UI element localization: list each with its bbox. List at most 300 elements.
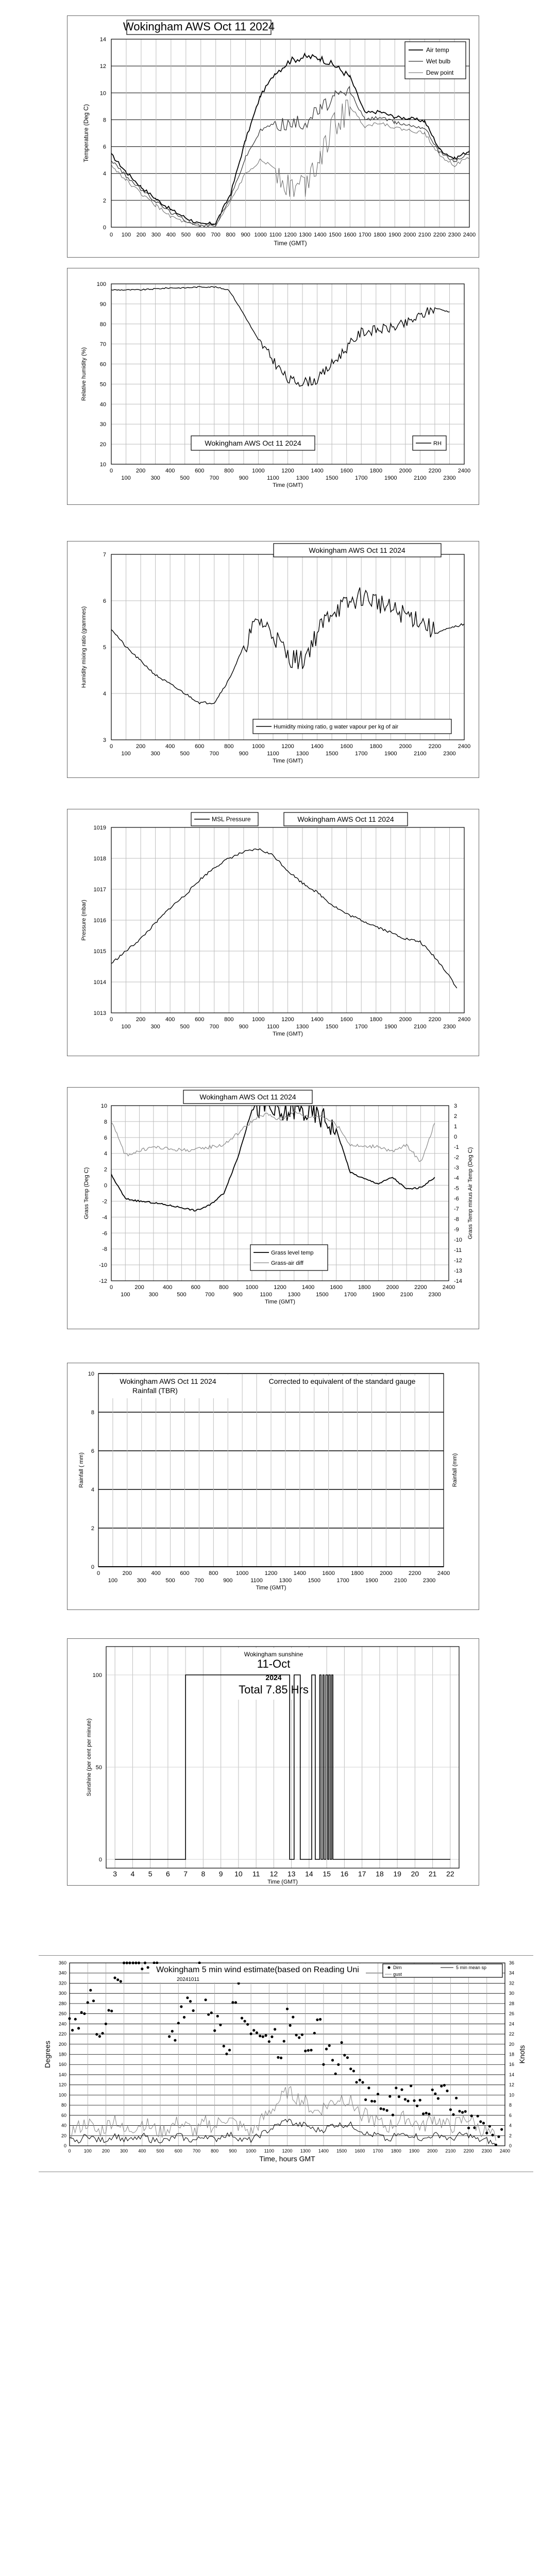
legend-label: Dirn bbox=[393, 1965, 402, 1970]
direction-point bbox=[343, 2054, 346, 2057]
y-tick-label-right: 4 bbox=[509, 2123, 512, 2128]
y-tick-label-right: -5 bbox=[454, 1185, 459, 1192]
y-tick-label-left: 200 bbox=[58, 2041, 66, 2047]
y-tick-label-right: 14 bbox=[509, 2072, 515, 2077]
x-axis-label: Time (GMT) bbox=[265, 1299, 295, 1305]
direction-point bbox=[298, 2036, 300, 2039]
direction-point bbox=[355, 2081, 358, 2083]
direction-point bbox=[295, 2033, 298, 2036]
direction-point bbox=[337, 2063, 340, 2066]
x-tick-label: 2200 bbox=[428, 743, 442, 750]
direction-point bbox=[246, 2023, 249, 2026]
y-axis-label-left: Degrees bbox=[43, 2041, 52, 2068]
direction-point bbox=[341, 2041, 343, 2044]
direction-point bbox=[252, 2029, 255, 2031]
y-tick-label-right: 0 bbox=[454, 1134, 458, 1140]
direction-point bbox=[455, 2097, 458, 2099]
x-tick-label: 1300 bbox=[296, 475, 309, 481]
direction-point bbox=[492, 2134, 494, 2137]
y-tick-label-right: 10 bbox=[509, 2092, 515, 2098]
x-tick-label: 1400 bbox=[301, 1284, 315, 1291]
x-tick-label: 800 bbox=[219, 1284, 229, 1291]
x-tick-label: 700 bbox=[209, 475, 219, 481]
wind-top-rule bbox=[39, 1955, 533, 1956]
y-tick-label-right: -9 bbox=[454, 1227, 459, 1233]
x-tick-label: 400 bbox=[165, 1016, 175, 1023]
x-tick-label: 1000 bbox=[252, 743, 265, 750]
direction-point bbox=[68, 2017, 71, 2020]
x-tick-label: 1600 bbox=[340, 743, 353, 750]
pressure-chart bbox=[67, 809, 479, 1056]
x-tick-label: 8 bbox=[201, 1870, 206, 1878]
x-tick-label: 400 bbox=[165, 743, 175, 750]
direction-point bbox=[446, 2090, 448, 2092]
x-tick-label: 1700 bbox=[354, 475, 368, 481]
x-axis-label: Time (GMT) bbox=[267, 1879, 298, 1885]
direction-point bbox=[144, 1961, 146, 1964]
y-tick-label-right: 16 bbox=[509, 2062, 515, 2067]
direction-point bbox=[128, 1961, 131, 1964]
direction-point bbox=[219, 2024, 222, 2026]
direction-point bbox=[470, 2114, 473, 2117]
x-tick-label: 1400 bbox=[293, 1570, 307, 1577]
x-tick-label: 1900 bbox=[384, 475, 397, 481]
y-tick-label-right: -11 bbox=[454, 1247, 462, 1253]
y-tick-label-right: 2 bbox=[454, 1113, 458, 1120]
x-axis-label: Time (GMT) bbox=[273, 1031, 303, 1037]
chart-title: Wokingham AWS Oct 11 2024 bbox=[309, 546, 405, 554]
x-tick-label: 1200 bbox=[281, 468, 294, 474]
y-tick-label-right: -3 bbox=[454, 1165, 459, 1171]
direction-point bbox=[132, 1961, 134, 1964]
wind-chart bbox=[39, 1958, 533, 2164]
grass-temp-chart-panel bbox=[67, 1087, 479, 1329]
x-tick-label: 1700 bbox=[373, 2148, 383, 2154]
direction-point bbox=[213, 2029, 216, 2032]
x-tick-label: 1500 bbox=[325, 751, 339, 757]
x-tick-label: 900 bbox=[241, 232, 250, 238]
x-tick-label: 800 bbox=[211, 2148, 219, 2154]
x-tick-label: 12 bbox=[269, 1870, 278, 1878]
x-tick-label: 2000 bbox=[380, 1570, 393, 1577]
direction-point bbox=[500, 2128, 503, 2131]
direction-point bbox=[346, 2056, 349, 2059]
x-tick-label: 2000 bbox=[399, 468, 412, 474]
series-line-gust bbox=[70, 2087, 496, 2141]
y-axis-label: Humidity mixing ratio (grammes) bbox=[81, 606, 87, 688]
x-tick-label: 15 bbox=[323, 1870, 331, 1878]
direction-point bbox=[482, 2122, 485, 2124]
direction-point bbox=[280, 2057, 282, 2059]
y-tick-label-left: 240 bbox=[58, 2021, 66, 2027]
x-tick-label: 300 bbox=[137, 1578, 146, 1584]
direction-point bbox=[404, 2098, 407, 2100]
legend-label: Grass level temp bbox=[271, 1250, 314, 1256]
x-tick-label: 2300 bbox=[481, 2148, 492, 2154]
direction-point bbox=[120, 1980, 122, 1982]
direction-point bbox=[80, 2011, 83, 2014]
x-tick-label: 1600 bbox=[330, 1284, 343, 1291]
x-tick-label: 200 bbox=[102, 2148, 110, 2154]
direction-point bbox=[180, 2005, 182, 2008]
sunshine-chart bbox=[67, 1639, 479, 1885]
x-tick-label: 1800 bbox=[374, 232, 386, 238]
y-tick-label-right: 12 bbox=[509, 2082, 515, 2088]
x-tick-label: 2100 bbox=[445, 2148, 456, 2154]
x-tick-label: 1600 bbox=[344, 232, 357, 238]
y-tick-label: 0 bbox=[98, 1857, 102, 1863]
x-tick-label: 1000 bbox=[245, 1284, 259, 1291]
y-tick-label-left: -4 bbox=[102, 1214, 107, 1221]
direction-point bbox=[334, 2073, 337, 2075]
y-tick-label: 2 bbox=[91, 1526, 94, 1532]
x-tick-label: 1200 bbox=[284, 232, 297, 238]
direction-point bbox=[270, 2036, 273, 2038]
direction-point bbox=[400, 2088, 403, 2091]
y-tick-label: 50 bbox=[99, 381, 106, 388]
x-tick-label: 200 bbox=[136, 232, 146, 238]
x-tick-label: 2400 bbox=[437, 1570, 450, 1577]
x-tick-label: 900 bbox=[223, 1578, 233, 1584]
y-tick-label-right: 22 bbox=[509, 2031, 515, 2037]
y-tick-label: 1019 bbox=[93, 825, 106, 831]
direction-point bbox=[458, 2110, 461, 2112]
x-tick-label: 1800 bbox=[358, 1284, 371, 1291]
direction-point bbox=[223, 2045, 225, 2047]
direction-point bbox=[473, 2126, 476, 2129]
direction-point bbox=[352, 2070, 355, 2072]
direction-point bbox=[313, 2032, 316, 2035]
y-tick-label-left: 260 bbox=[58, 2011, 66, 2016]
y-tick-label-right: 2 bbox=[509, 2133, 512, 2139]
direction-point bbox=[177, 2022, 180, 2024]
direction-point bbox=[410, 2084, 412, 2087]
direction-point bbox=[74, 2018, 77, 2021]
direction-point bbox=[241, 2017, 243, 2020]
chart-date: 11-Oct bbox=[257, 1657, 291, 1670]
x-tick-label: 200 bbox=[136, 743, 146, 750]
direction-point bbox=[380, 2107, 382, 2110]
x-tick-label: 21 bbox=[428, 1870, 437, 1878]
y-axis-label-right: Knots bbox=[518, 2045, 526, 2064]
direction-point bbox=[171, 2030, 174, 2032]
x-tick-label: 700 bbox=[205, 1292, 215, 1298]
legend-label: gust bbox=[393, 1972, 402, 1977]
direction-point bbox=[449, 2108, 452, 2111]
direction-point bbox=[262, 2036, 264, 2038]
direction-point bbox=[250, 2032, 252, 2035]
x-tick-label: 2200 bbox=[414, 1284, 427, 1291]
x-tick-label: 1700 bbox=[359, 232, 371, 238]
direction-point bbox=[359, 2079, 361, 2081]
y-tick-label: 1014 bbox=[93, 979, 106, 986]
x-tick-label: 300 bbox=[150, 475, 160, 481]
y-tick-label: 1013 bbox=[93, 1010, 106, 1016]
y-axis-label-left: Grass Temp (Deg C) bbox=[83, 1167, 90, 1219]
direction-point bbox=[153, 1961, 156, 1964]
y-tick-label-right: 30 bbox=[509, 1991, 515, 1996]
direction-point bbox=[437, 2097, 439, 2100]
x-tick-label: 2100 bbox=[400, 1292, 413, 1298]
y-tick-label: 4 bbox=[103, 691, 106, 697]
y-tick-label-left: 120 bbox=[58, 2082, 66, 2088]
direction-point bbox=[277, 2056, 279, 2059]
y-axis-label: Pressure (mbar) bbox=[81, 900, 87, 941]
x-tick-label: 5 bbox=[148, 1870, 153, 1878]
direction-point bbox=[198, 1961, 201, 1964]
humidity-chart bbox=[67, 268, 479, 504]
direction-point bbox=[244, 2020, 246, 2023]
x-tick-label: 700 bbox=[192, 2148, 200, 2154]
x-tick-label: 0 bbox=[109, 1284, 113, 1291]
x-tick-label: 1500 bbox=[325, 475, 339, 481]
y-tick-label-left: -10 bbox=[99, 1262, 107, 1269]
direction-point bbox=[108, 2009, 110, 2011]
direction-point bbox=[370, 2100, 373, 2103]
pressure-chart-panel bbox=[67, 809, 479, 1056]
x-tick-label: 1500 bbox=[316, 1292, 329, 1298]
y-tick-label-left: 300 bbox=[58, 1991, 66, 1996]
x-tick-label: 1300 bbox=[279, 1578, 292, 1584]
direction-point bbox=[138, 1961, 140, 1964]
x-tick-label: 2000 bbox=[403, 232, 416, 238]
y-tick-label: 3 bbox=[103, 737, 106, 743]
y-tick-label-right: 24 bbox=[509, 2021, 515, 2027]
x-tick-label: 1900 bbox=[409, 2148, 419, 2154]
x-tick-label: 400 bbox=[162, 1284, 173, 1291]
x-axis-label: Time (GMT) bbox=[274, 240, 307, 247]
y-tick-label-right: 6 bbox=[509, 2112, 512, 2118]
x-tick-label: 1100 bbox=[250, 1578, 263, 1584]
y-tick-label-right: 1 bbox=[454, 1124, 458, 1130]
x-tick-label: 600 bbox=[195, 468, 205, 474]
y-axis-label: Sunshine (per cent per minute) bbox=[86, 1718, 92, 1797]
x-tick-label: 900 bbox=[239, 1024, 249, 1030]
direction-point bbox=[274, 2028, 276, 2030]
x-tick-label: 1000 bbox=[252, 1016, 265, 1023]
x-tick-label: 2200 bbox=[428, 468, 442, 474]
chart-subtitle: Rainfall (TBR) bbox=[132, 1386, 178, 1395]
y-tick-label-left: 4 bbox=[104, 1150, 107, 1157]
direction-point bbox=[407, 2099, 409, 2102]
x-tick-label: 900 bbox=[229, 2148, 237, 2154]
x-tick-label: 1900 bbox=[372, 1292, 385, 1298]
legend-label: Humidity mixing ratio, g water vapour per kg of air bbox=[274, 724, 399, 730]
x-tick-label: 1400 bbox=[311, 1016, 324, 1023]
y-tick-label: 0 bbox=[91, 1564, 94, 1570]
y-tick-label: 14 bbox=[99, 37, 106, 43]
y-tick-label: 7 bbox=[103, 552, 106, 558]
direction-point bbox=[292, 2016, 294, 2019]
direction-point bbox=[374, 2100, 376, 2103]
y-tick-label: 70 bbox=[99, 341, 106, 348]
direction-point bbox=[228, 2049, 231, 2052]
direction-point bbox=[361, 2081, 364, 2083]
direction-point bbox=[479, 2121, 482, 2123]
y-tick-label: 8 bbox=[91, 1410, 94, 1416]
direction-point bbox=[428, 2113, 430, 2115]
x-tick-label: 16 bbox=[340, 1870, 349, 1878]
direction-point bbox=[416, 2105, 418, 2107]
x-tick-label: 500 bbox=[180, 751, 190, 757]
x-tick-label: 2200 bbox=[433, 232, 446, 238]
x-tick-label: 100 bbox=[108, 1578, 118, 1584]
y-tick-label: 1017 bbox=[93, 887, 106, 893]
x-tick-label: 1700 bbox=[336, 1578, 349, 1584]
x-tick-label: 3 bbox=[113, 1870, 117, 1878]
y-tick-label-left: 20 bbox=[61, 2133, 66, 2139]
y-tick-label: 4 bbox=[91, 1487, 94, 1493]
direction-point bbox=[488, 2125, 491, 2128]
x-tick-label: 600 bbox=[174, 2148, 182, 2154]
x-tick-label: 2100 bbox=[418, 232, 431, 238]
x-tick-label: 1400 bbox=[314, 232, 327, 238]
sunshine-chart-panel bbox=[67, 1638, 479, 1886]
direction-point bbox=[286, 2008, 289, 2010]
chart-title: Wokingham 5 min wind estimate(based on Reading Uni bbox=[156, 1965, 359, 1974]
x-tick-label: 1400 bbox=[311, 468, 324, 474]
y-tick-label: 1016 bbox=[93, 918, 106, 924]
x-tick-label: 900 bbox=[239, 475, 249, 481]
chart-year: 2024 bbox=[265, 1673, 282, 1682]
x-tick-label: 2300 bbox=[443, 751, 456, 757]
x-tick-label: 800 bbox=[224, 1016, 234, 1023]
direction-point bbox=[301, 2033, 303, 2036]
rainfall-chart-panel bbox=[67, 1363, 479, 1610]
direction-point bbox=[419, 2099, 421, 2102]
y-tick-label: 50 bbox=[95, 1765, 102, 1771]
x-tick-label: 900 bbox=[233, 1292, 243, 1298]
direction-point bbox=[207, 2013, 210, 2016]
humidity-chart-panel bbox=[67, 268, 479, 505]
x-tick-label: 100 bbox=[121, 232, 131, 238]
direction-point bbox=[310, 2049, 312, 2052]
direction-point bbox=[307, 2049, 310, 2052]
direction-point bbox=[331, 2059, 334, 2061]
direction-point bbox=[113, 1976, 116, 1979]
x-tick-label: 1200 bbox=[282, 2148, 293, 2154]
x-tick-label: 2200 bbox=[428, 1016, 442, 1023]
y-tick-label-left: 60 bbox=[61, 2112, 66, 2118]
x-tick-label: 1100 bbox=[267, 475, 279, 481]
x-tick-label: 300 bbox=[150, 1024, 160, 1030]
x-tick-label: 2400 bbox=[499, 2148, 511, 2154]
x-tick-label: 0 bbox=[109, 1016, 113, 1023]
y-tick-label-right: -7 bbox=[454, 1206, 459, 1212]
y-tick-label: 80 bbox=[99, 321, 106, 328]
x-tick-label: 1800 bbox=[369, 743, 382, 750]
y-tick-label: 6 bbox=[91, 1448, 94, 1454]
x-tick-label: 1300 bbox=[296, 1024, 309, 1030]
x-tick-label: 2300 bbox=[443, 475, 456, 481]
series-line bbox=[111, 286, 450, 386]
y-tick-label-right: -10 bbox=[454, 1237, 462, 1243]
y-tick-label: 10 bbox=[99, 90, 106, 97]
direction-point bbox=[377, 2093, 379, 2095]
y-tick-label: 0 bbox=[103, 225, 106, 231]
x-tick-label: 800 bbox=[224, 468, 234, 474]
x-axis-label: Time (GMT) bbox=[273, 758, 303, 764]
y-tick-label-left: 100 bbox=[58, 2092, 66, 2098]
direction-point bbox=[382, 2108, 385, 2111]
x-axis-label: Time (GMT) bbox=[273, 482, 303, 488]
y-tick-label-right: 28 bbox=[509, 2001, 515, 2006]
x-tick-label: 1200 bbox=[264, 1570, 278, 1577]
direction-point bbox=[134, 1961, 137, 1964]
x-tick-label: 300 bbox=[150, 751, 160, 757]
y-tick-label: 1015 bbox=[93, 948, 106, 955]
x-tick-label: 1400 bbox=[311, 743, 324, 750]
y-tick-label: 6 bbox=[103, 598, 106, 604]
direction-point bbox=[186, 1996, 189, 1999]
direction-point bbox=[386, 2109, 388, 2112]
y-tick-label-right: 32 bbox=[509, 1980, 515, 1986]
y-tick-label-right: -8 bbox=[454, 1216, 459, 1223]
x-tick-label: 1000 bbox=[252, 468, 265, 474]
y-tick-label-right: 3 bbox=[454, 1103, 458, 1109]
y-tick-label-right: -13 bbox=[454, 1268, 462, 1274]
x-tick-label: 4 bbox=[130, 1870, 135, 1878]
direction-point bbox=[349, 2067, 352, 2070]
direction-point bbox=[259, 2035, 261, 2037]
chart-subtitle: 20241011 bbox=[177, 1977, 199, 1982]
y-tick-label-left: 280 bbox=[58, 2001, 66, 2006]
direction-point bbox=[304, 2049, 307, 2052]
y-tick-label: 20 bbox=[99, 442, 106, 448]
x-tick-label: 1800 bbox=[351, 1570, 364, 1577]
x-tick-label: 900 bbox=[239, 751, 249, 757]
y-tick-label: 8 bbox=[103, 117, 106, 124]
y-tick-label-right: 20 bbox=[509, 2041, 515, 2047]
direction-point bbox=[485, 2132, 488, 2134]
direction-point bbox=[77, 2027, 80, 2029]
x-tick-label: 200 bbox=[136, 1016, 146, 1023]
y-tick-label: 5 bbox=[103, 645, 106, 651]
y-tick-label-left: -12 bbox=[99, 1278, 107, 1284]
y-tick-label-right: 26 bbox=[509, 2011, 515, 2016]
direction-point bbox=[192, 2009, 195, 2012]
x-tick-label: 1900 bbox=[384, 1024, 397, 1030]
series-line-grass-air-diff bbox=[111, 1110, 435, 1161]
x-tick-label: 1800 bbox=[369, 1016, 382, 1023]
x-tick-label: 800 bbox=[224, 743, 234, 750]
y-tick-label: 1018 bbox=[93, 856, 106, 862]
direction-point bbox=[210, 2011, 213, 2014]
x-tick-label: 2400 bbox=[442, 1284, 455, 1291]
temperature-chart bbox=[67, 16, 479, 257]
direction-point bbox=[98, 2035, 101, 2038]
x-tick-label: 300 bbox=[120, 2148, 128, 2154]
x-tick-label: 0 bbox=[68, 2148, 71, 2154]
chart-title: Wokingham AWS Oct 11 2024 bbox=[297, 815, 394, 823]
x-tick-label: 1600 bbox=[354, 2148, 365, 2154]
chart-title: Wokingham AWS Oct 11 2024 bbox=[123, 20, 275, 33]
y-tick-label-left: 360 bbox=[58, 1960, 66, 1965]
x-tick-label: 1400 bbox=[318, 2148, 329, 2154]
chart-note: Corrected to equivalent of the standard gauge bbox=[268, 1377, 416, 1385]
chart-title: Wokingham AWS Oct 11 2024 bbox=[199, 1093, 296, 1101]
x-tick-label: 2000 bbox=[386, 1284, 399, 1291]
legend-label: Wet bulb bbox=[426, 58, 451, 65]
x-tick-label: 800 bbox=[226, 232, 235, 238]
x-tick-label: 1100 bbox=[269, 232, 282, 238]
x-tick-label: 200 bbox=[134, 1284, 144, 1291]
x-tick-label: 10 bbox=[234, 1870, 243, 1878]
legend-label: RH bbox=[433, 440, 442, 447]
direction-point bbox=[443, 2084, 446, 2087]
x-tick-label: 2400 bbox=[458, 468, 471, 474]
direction-point bbox=[367, 2087, 370, 2089]
